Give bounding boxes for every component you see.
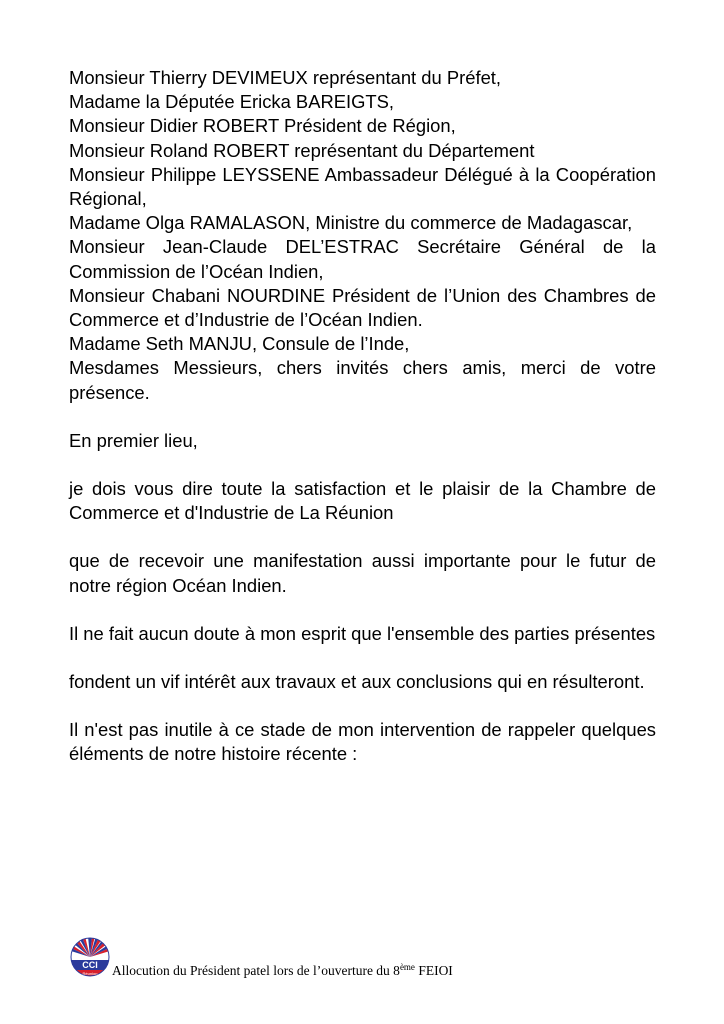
salutation-list [69, 66, 656, 405]
page-footer [68, 936, 628, 988]
salutation-line: Madame Seth MANJU, Consule de l’Inde, [69, 333, 410, 355]
cci-logo-icon [68, 936, 112, 980]
salutation-line: Monsieur Thierry DEVIMEUX représentant du Préfet, [69, 67, 502, 88]
salutation-line: Mesdames Messieurs, chers invités chers amis, merci de votre présence. [69, 357, 656, 403]
footer-caption-end: FEIOI [414, 963, 453, 978]
paragraph: je dois vous dire toute la satisfaction et le plaisir de la Chambre de Commerce et d'Industrie de La Réunion [69, 478, 656, 524]
paragraph: que de recevoir une manifestation aussi importante pour le futur de notre région Océan Indien. [69, 550, 656, 596]
salutation-line: Madame la Députée Ericka BAREIGTS, [69, 91, 395, 113]
salutation-line: Madame Olga RAMALASON, Ministre du commerce de Madagascar, [69, 212, 633, 234]
paragraph: Il n'est pas inutile à ce stade de mon intervention de rappeler quelques éléments de notre histoire récente : [69, 719, 656, 765]
footer-caption-main: Allocution du Président patel lors de l’ouverture du 8 [112, 963, 400, 978]
salutation-line: Monsieur Chabani NOURDINE Président de l’Union des Chambres de Commerce et d’Industrie de l’Océan Indien. [69, 284, 656, 331]
paragraph: fondent un vif intérêt aux travaux et aux conclusions qui en résulteront. [69, 671, 645, 693]
paragraph: Il ne fait aucun doute à mon esprit que l'ensemble des parties présentes [69, 622, 656, 644]
logo-text: CCI [82, 960, 98, 970]
salutation-line: Monsieur Didier ROBERT Président de Région, [69, 115, 456, 137]
footer-caption-superscript: ème [399, 962, 415, 972]
salutation-line: Monsieur Jean-Claude DEL’ESTRAC Secrétaire Général de la Commission de l’Océan Indien, [69, 236, 656, 282]
footer-caption [112, 962, 453, 979]
salutation-line: Monsieur Roland ROBERT représentant du Département [69, 139, 535, 161]
salutation-line: Monsieur Philippe LEYSSENE Ambassadeur Délégué à la Coopération Régional, [69, 163, 656, 210]
letter-body [69, 66, 656, 767]
paragraph: En premier lieu, [69, 429, 198, 451]
logo-subtext: Réunion [82, 971, 98, 976]
